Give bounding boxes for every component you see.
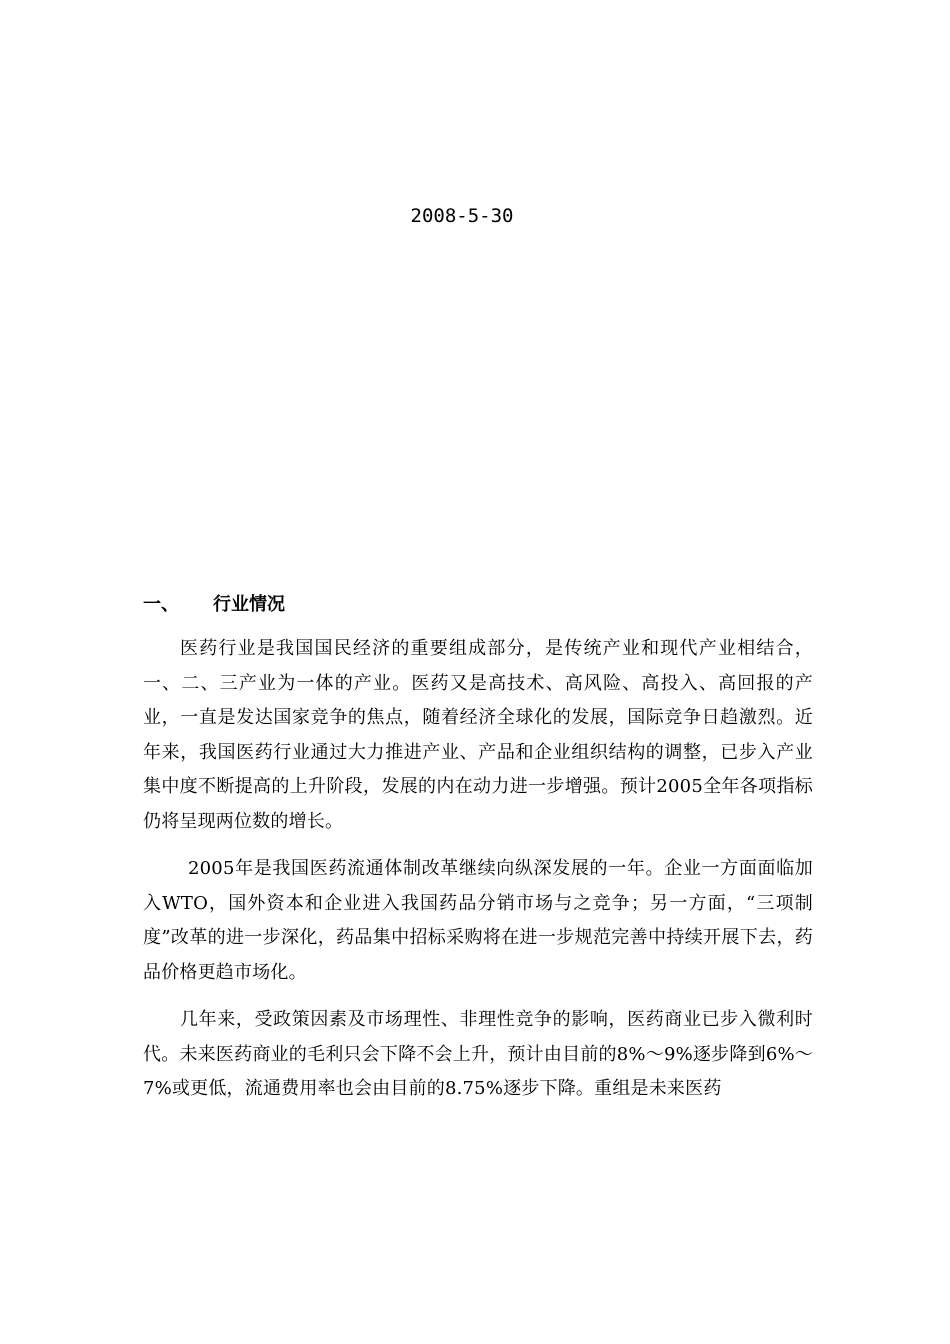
document-body [143, 590, 813, 1120]
section-title: 行业情况 [213, 594, 285, 615]
section-number: 一、 [143, 594, 179, 615]
section-heading [143, 590, 813, 620]
paragraph-industry-overview: 医药行业是我国国民经济的重要组成部分，是传统产业和现代产业相结合，一、二、三产业为一体的产业。医药又是高技术、高风险、高投入、高回报的产业，一直是发达国家竞争的焦点，随着经济全球化的发展，国际竞争日趋激烈。近年来，我国医药行业通过大力推进产业、产品和企业组织结构的调整，已步入产业集中度不断提高的上升阶段，发展的内在动力进一步增强。预计2005全年各项指标仍将呈现两位数的增长。 [143, 638, 813, 832]
paragraph-profit-trend: 几年来，受政策因素及市场理性、非理性竞争的影响，医药商业已步入微利时代。未来医药商业的毛利只会下降不会上升，预计由目前的8%～9%逐步降到6%～7%或更低，流通费用率也会由目前的8.75%逐步下降。重组是未来医药 [143, 1009, 813, 1099]
document-date: 2008-5-30 [410, 205, 514, 227]
paragraph-circulation-reform: 2005年是我国医药流通体制改革继续向纵深发展的一年。企业一方面面临加入WTO，国外资本和企业进入我国药品分销市场与之竞争；另一方面，“三项制度”改革的进一步深化，药品集中招标采购将在进一步规范完善中持续开展下去，药品价格更趋市场化。 [143, 858, 813, 983]
